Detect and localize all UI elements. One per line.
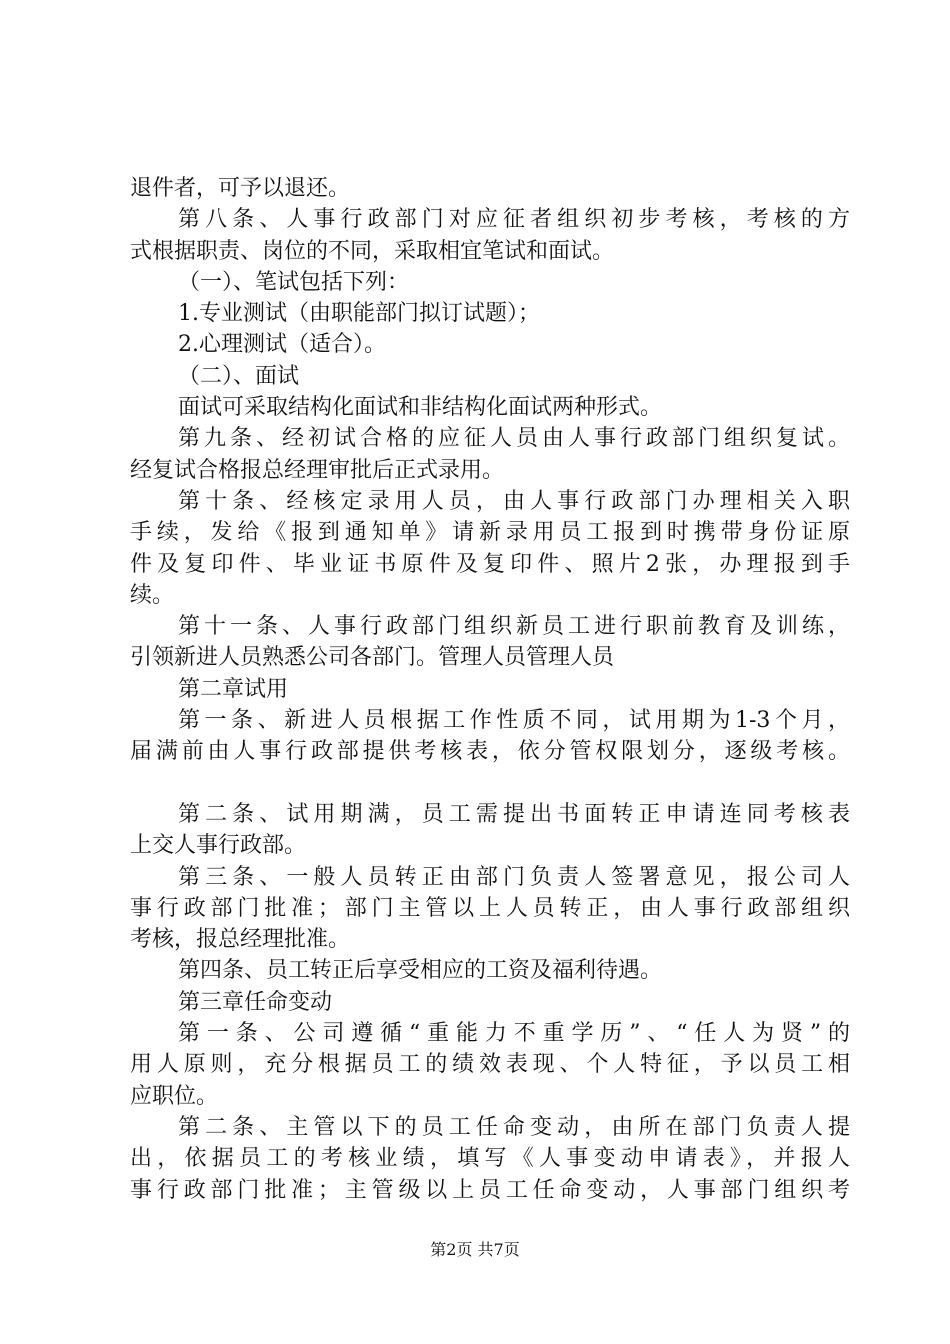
text-line: 届满前由人事行政部提供考核表，依分管权限划分，逐级考核。 [130,739,850,765]
document-body [130,173,850,1206]
text-line: 第十条、经核定录用人员，由人事行政部门办理相关入职 [178,488,850,514]
text-line: 式根据职责、岗位的不同，采取相宜笔试和面试。 [130,238,615,264]
text-line: 上交人事行政部。 [130,833,307,859]
text-line: 第十一条、人事行政部门组织新员工进行职前教育及训练， [178,614,850,640]
text-line: 手续，发给《报到通知单》请新录用员工报到时携带身份证原 [130,520,850,546]
text-line: 考核，报总经理批准。 [130,927,351,953]
text-line: 第三条、一般人员转正由部门负责人签署意见，报公司人 [178,864,850,890]
text-line: （二）、面试 [178,363,300,389]
text-line: 引领新进人员熟悉公司各部门。管理人员管理人员 [130,645,615,671]
text-line: 出，依据员工的考核业绩，填写《人事变动申请表》，并报人 [130,1146,850,1172]
text-line: 事行政部门批准；部门主管以上人员转正，由人事行政部组织 [130,895,850,921]
text-line: 第九条、经初试合格的应征人员由人事行政部门组织复试。 [178,426,850,452]
text-line: 件及复印件、毕业证书原件及复印件、照片2张，办理报到手 [130,551,850,577]
blank-line [130,768,850,799]
text-line: 退件者，可予以退还。 [130,176,351,201]
text-line: （一）、笔试包括下列： [178,269,410,295]
text-line: 用人原则，充分根据员工的绩效表现、个人特征，予以员工相 [130,1052,850,1078]
text-line: 第二章试用 [178,676,289,702]
text-line: 第二条、主管以下的员工任命变动，由所在部门负责人提 [178,1114,850,1140]
text-line: 第三章任命变动 [178,989,333,1015]
page-number-footer: 第2页 共7页 [430,1240,520,1259]
text-line: 面试可采取结构化面试和非结构化面试两种形式。 [178,395,663,421]
text-line: 事行政部门批准；主管级以上员工任命变动，人事部门组织考 [130,1177,850,1203]
text-line: 应职位。 [130,1083,219,1109]
text-line: 经复试合格报总经理审批后正式录用。 [130,457,505,483]
text-line: 第一条、新进人员根据工作性质不同，试用期为1-3个月， [178,708,850,734]
text-line: 第四条、员工转正后享受相应的工资及福利待遇。 [178,958,663,984]
text-line: 第一条、公司遵循“重能力不重学历”、“任人为贤”的 [178,1021,850,1047]
text-line: 续。 [130,582,175,608]
text-line: 第二条、试用期满，员工需提出书面转正申请连同考核表 [178,801,850,827]
text-line: 2.心理测试（适合）。 [178,332,386,358]
text-line: 第八条、人事行政部门对应征者组织初步考核，考核的方 [178,207,850,233]
text-line: 1.专业测试（由职能部门拟订试题）； [178,301,540,327]
